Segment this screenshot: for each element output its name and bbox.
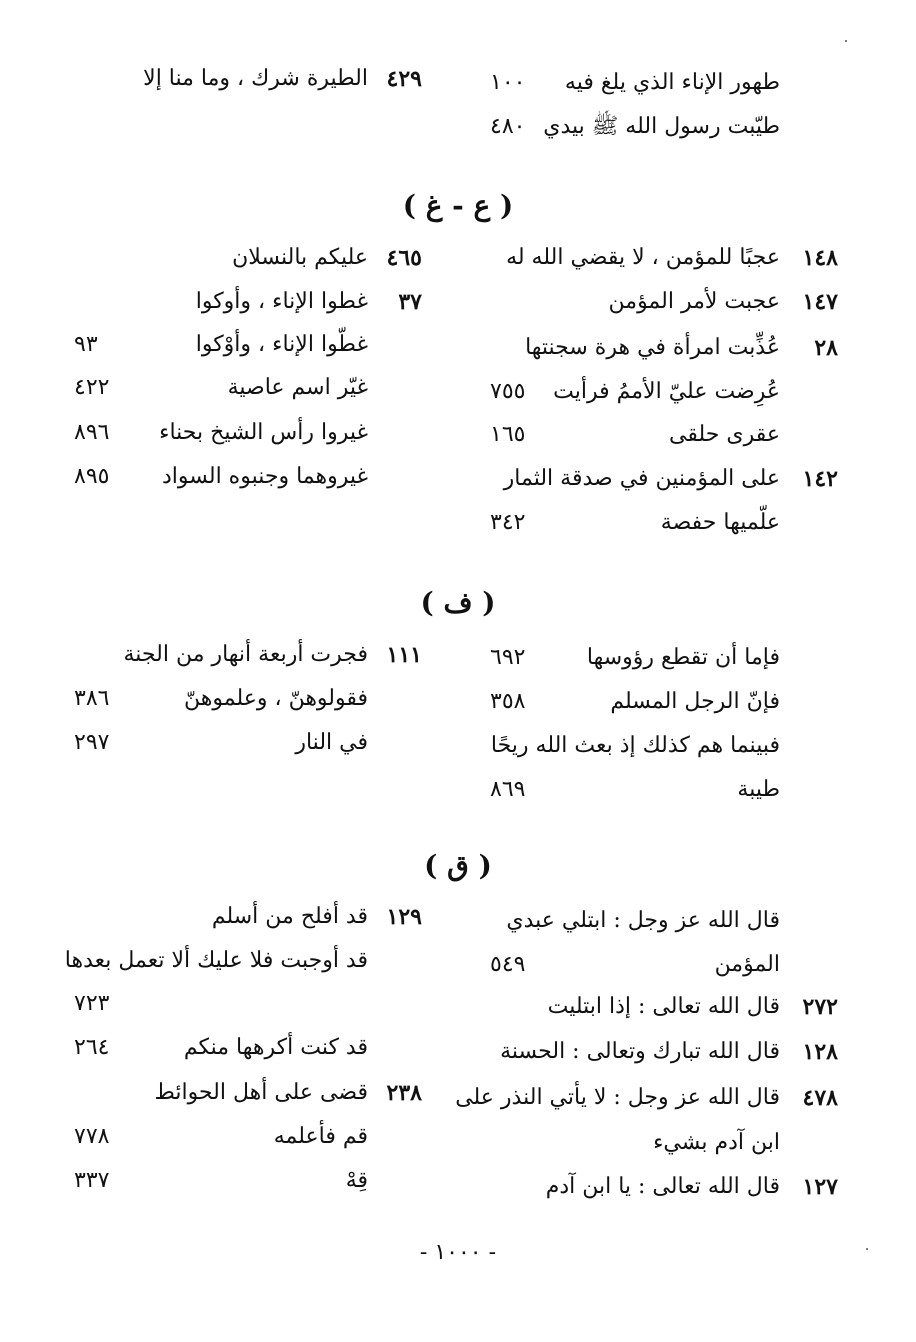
index-entry-text: عجبًا للمؤمن ، لا يقضي الله له bbox=[506, 245, 780, 270]
scan-speck bbox=[866, 1248, 868, 1250]
index-entry-text: قد أفلح من أسلم bbox=[211, 904, 368, 929]
index-entry-text: قال الله تعالى : إذا ابتليت bbox=[547, 994, 780, 1019]
index-entry-page: ٢٣٨ bbox=[386, 1080, 422, 1106]
index-entry-text: غيروا رأس الشيخ بحناء bbox=[159, 420, 368, 445]
index-entry-page: ١٦٥ bbox=[490, 422, 526, 447]
index-entry-text: الطيرة شرك ، وما منا إلا bbox=[143, 66, 368, 91]
page-number: - ١٠٠٠ - bbox=[419, 1240, 497, 1265]
index-entry-text: غيروهما وجنبوه السواد bbox=[161, 464, 368, 489]
index-entry-text: طهور الإناء الذي يلغ فيه bbox=[564, 70, 780, 95]
index-entry-text: عجبت لأمر المؤمن bbox=[608, 289, 780, 314]
index-entry-page: ٨٩٥ bbox=[74, 464, 110, 489]
index-entry-page: ٣٧ bbox=[398, 289, 422, 315]
index-entry-page: ٤٢٩ bbox=[386, 66, 422, 92]
index-entry-text: عُذِّبت امرأة في هرة سجنتها bbox=[525, 335, 780, 360]
index-entry-page: ١٤٢ bbox=[802, 466, 838, 492]
index-entry-page: ٣٥٨ bbox=[490, 689, 526, 714]
index-entry-text: قال الله عز وجل : لا يأتي النذر على bbox=[455, 1085, 780, 1110]
index-entry-text: فإما أن تقطع رؤوسها bbox=[586, 645, 780, 670]
index-entry-text: فإنّ الرجل المسلم bbox=[610, 689, 780, 714]
index-entry-text: طيّبت رسول الله ﷺ بيدي bbox=[543, 114, 780, 139]
index-entry-text: في النار bbox=[295, 730, 368, 755]
index-entry-page: ٥٤٩ bbox=[490, 952, 526, 977]
section-heading-fa: ( ف ) bbox=[420, 586, 496, 619]
index-entry-text: قد كنت أكرهها منكم bbox=[183, 1035, 368, 1060]
section-heading-qaf: ( ق ) bbox=[424, 849, 492, 882]
index-entry-page: ١٤٨ bbox=[802, 245, 838, 271]
index-entry-page: ٧٧٨ bbox=[74, 1124, 110, 1149]
index-entry-page: ١٢٩ bbox=[386, 904, 422, 930]
index-entry-page: ١٢٨ bbox=[802, 1039, 838, 1065]
index-entry-text: عقرى حلقى bbox=[669, 422, 780, 447]
index-entry-page: ١٤٧ bbox=[802, 289, 838, 315]
index-entry-text: على المؤمنين في صدقة الثمار bbox=[503, 466, 780, 491]
index-entry-page: ٢٧٢ bbox=[802, 994, 838, 1020]
index-entry-page: ٨٩٦ bbox=[74, 420, 110, 445]
index-entry-page: ٢٨ bbox=[814, 335, 838, 361]
index-entry-text: قال الله تبارك وتعالى : الحسنة bbox=[500, 1039, 780, 1064]
index-entry-page: ٤٢٢ bbox=[74, 375, 110, 400]
index-entry-page: ٢٩٧ bbox=[74, 730, 110, 755]
index-entry-text: قضى على أهل الحوائط bbox=[154, 1080, 368, 1105]
index-entry-page: ٣٤٢ bbox=[490, 510, 526, 535]
index-entry-text: طيبة bbox=[737, 777, 780, 802]
index-entry-page: ٣٨٦ bbox=[74, 686, 110, 711]
index-entry-text: فبينما هم كذلك إذ بعث الله ريحًا bbox=[490, 733, 780, 758]
index-entry-page: ٧٥٥ bbox=[490, 379, 526, 404]
index-entry-text: فجرت أربعة أنهار من الجنة bbox=[123, 642, 368, 667]
index-entry-page: ٤٧٨ bbox=[802, 1085, 838, 1111]
index-entry-page: ١٠٠ bbox=[490, 70, 526, 95]
index-entry-page: ٣٣٧ bbox=[74, 1168, 110, 1193]
index-entry-page: ٨٦٩ bbox=[490, 777, 526, 802]
index-entry-text: قد أوجبت فلا عليك ألا تعمل بعدها bbox=[64, 948, 368, 973]
index-entry-page: ٢٦٤ bbox=[74, 1035, 110, 1060]
index-entry-text: ابن آدم بشيء bbox=[653, 1130, 780, 1155]
index-entry-text: قال الله تعالى : يا ابن آدم bbox=[545, 1174, 780, 1199]
index-entry-text: المؤمن bbox=[714, 952, 780, 977]
scan-speck bbox=[845, 40, 847, 42]
index-entry-text: قال الله عز وجل : ابتلي عبدي bbox=[506, 908, 780, 933]
index-entry-page: ٤٨٠ bbox=[490, 114, 526, 139]
index-entry-page: ٧٢٣ bbox=[74, 991, 110, 1016]
index-entry-page: ١٢٧ bbox=[802, 1174, 838, 1200]
index-entry-page: ١١١ bbox=[386, 642, 422, 668]
index-entry-page: ٤٦٥ bbox=[386, 245, 422, 271]
index-entry-text: عُرِضت عليّ الأممُ فرأيت bbox=[553, 379, 780, 404]
index-entry-text: فقولوهنّ ، وعلموهنّ bbox=[184, 686, 368, 711]
section-heading-ain-ghain: ( ع - غ ) bbox=[402, 189, 514, 222]
index-entry-text: غطّوا الإناء ، وأوْكوا bbox=[195, 332, 368, 357]
index-entry-text: قِهْ bbox=[345, 1168, 368, 1193]
index-entry-text: غيّر اسم عاصية bbox=[227, 375, 368, 400]
index-entry-page: ٦٩٢ bbox=[490, 645, 526, 670]
index-entry-text: علّميها حفصة bbox=[660, 510, 780, 535]
index-entry-text: قم فأعلمه bbox=[273, 1124, 368, 1149]
index-entry-page: ٩٣ bbox=[74, 332, 98, 357]
index-entry-text: عليكم بالنسلان bbox=[232, 245, 368, 270]
index-entry-text: غطوا الإناء ، وأوكوا bbox=[195, 289, 368, 314]
